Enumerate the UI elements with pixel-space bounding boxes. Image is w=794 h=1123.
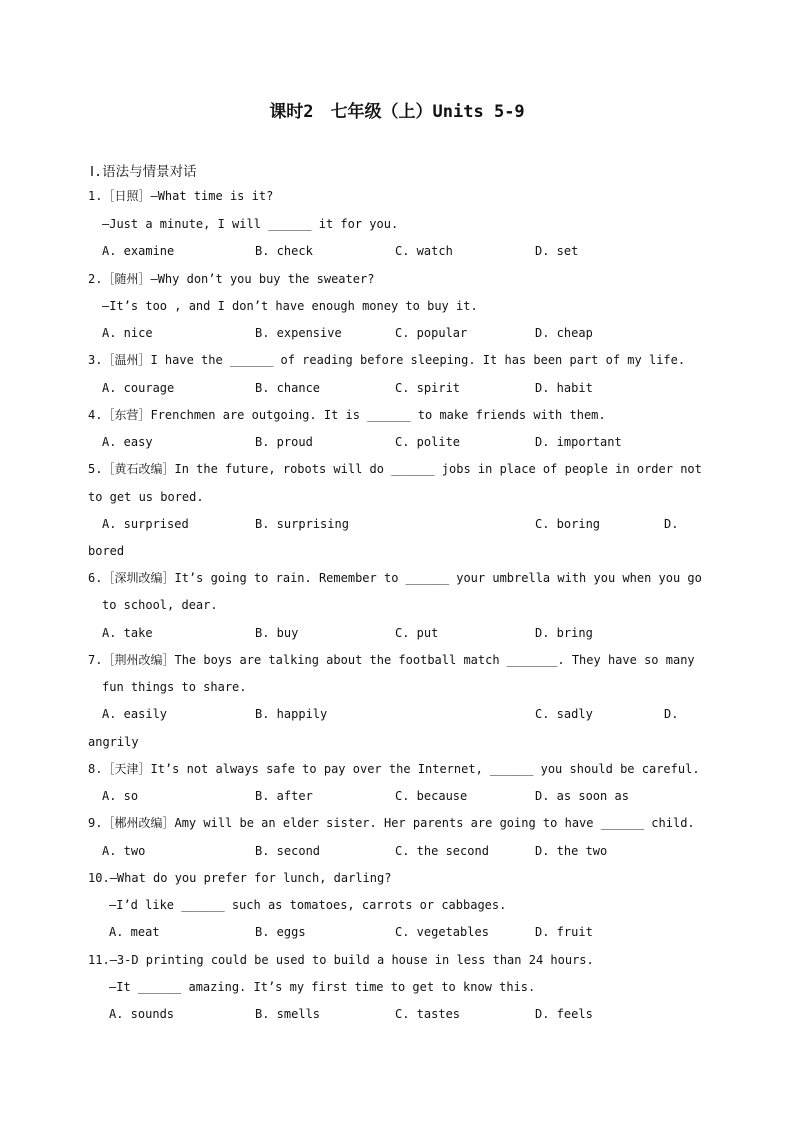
- q2-option-b: B. expensive: [255, 326, 342, 340]
- q11-option-c: C. tastes: [395, 1007, 461, 1021]
- question-1: 1.［日照］—What time is it?: [88, 189, 274, 203]
- q9-option-d: D. the two: [535, 844, 608, 858]
- q6-option-a: A. take: [102, 626, 153, 640]
- question-6-line-2: to school, dear.: [102, 598, 218, 612]
- section-heading: Ⅰ.语法与情景对话: [90, 164, 197, 180]
- q10-option-a: A. meat: [109, 925, 160, 939]
- q7-option-d-text: angrily: [88, 735, 139, 749]
- q8-option-c: C. because: [395, 789, 468, 803]
- q7-option-c: C. sadly: [535, 707, 593, 721]
- question-2-line-2: —It’s too , and I don’t have enough money to buy it.: [102, 299, 478, 313]
- q6-option-d: D. bring: [535, 626, 593, 640]
- question-2: 2.［随州］—Why don’t you buy the sweater?: [88, 272, 375, 286]
- q4-option-c: C. polite: [395, 435, 461, 449]
- question-3: 3.［温州］I have the ______ of reading before sleeping. It has been part of my life.: [88, 353, 686, 367]
- q4-option-d: D. important: [535, 435, 622, 449]
- q5-option-d: D.: [664, 517, 679, 531]
- q3-option-b: B. chance: [255, 381, 321, 395]
- q4-option-a: A. easy: [102, 435, 153, 449]
- page-title: 课时2 七年级（上）Units 5-9: [269, 102, 525, 122]
- question-1-line-2: —Just a minute, I will ______ it for you.: [102, 217, 399, 231]
- q11-option-d: D. feels: [535, 1007, 593, 1021]
- q2-option-d: D. cheap: [535, 326, 593, 340]
- q5-option-c: C. boring: [535, 517, 601, 531]
- q9-option-b: B. second: [255, 844, 321, 858]
- q1-option-b: B. check: [255, 244, 313, 258]
- q3-option-a: A. courage: [102, 381, 175, 395]
- q10-option-d: D. fruit: [535, 925, 593, 939]
- q1-option-a: A. examine: [102, 244, 175, 258]
- q7-option-b: B. happily: [255, 707, 328, 721]
- q4-option-b: B. proud: [255, 435, 313, 449]
- question-11: 11.—3-D printing could be used to build a house in less than 24 hours.: [88, 953, 594, 967]
- q1-option-c: C. watch: [395, 244, 453, 258]
- q3-option-c: C. spirit: [395, 381, 461, 395]
- q10-option-c: C. vegetables: [395, 925, 489, 939]
- q9-option-a: A. two: [102, 844, 146, 858]
- q8-option-b: B. after: [255, 789, 313, 803]
- q11-option-b: B. smells: [255, 1007, 321, 1021]
- q6-option-b: B. buy: [255, 626, 299, 640]
- q10-option-b: B. eggs: [255, 925, 306, 939]
- q1-option-d: D. set: [535, 244, 579, 258]
- question-5: 5.［黄石改编］In the future, robots will do ______ jobs in place of people in order not: [88, 462, 702, 476]
- q6-option-c: C. put: [395, 626, 439, 640]
- q7-option-a: A. easily: [102, 707, 168, 721]
- q5-option-d-text: bored: [88, 544, 125, 558]
- question-9: 9.［郴州改编］Amy will be an elder sister. Her parents are going to have ______ child.: [88, 816, 695, 830]
- q9-option-c: C. the second: [395, 844, 489, 858]
- q8-option-a: A. so: [102, 789, 139, 803]
- question-10-line-2: —I’d like ______ such as tomatoes, carrots or cabbages.: [109, 898, 507, 912]
- q5-option-a: A. surprised: [102, 517, 189, 531]
- question-10: 10.—What do you prefer for lunch, darling?: [88, 871, 392, 885]
- question-11-line-2: —It ______ amazing. It’s my first time to get to know this.: [109, 980, 536, 994]
- q2-option-a: A. nice: [102, 326, 153, 340]
- question-5-line-2: to get us bored.: [88, 490, 204, 504]
- q8-option-d: D. as soon as: [535, 789, 629, 803]
- question-4: 4.［东营］Frenchmen are outgoing. It is ______ to make friends with them.: [88, 408, 606, 422]
- question-6: 6.［深圳改编］It’s going to rain. Remember to ______ your umbrella with you when you go: [88, 571, 702, 585]
- question-7-line-2: fun things to share.: [102, 680, 247, 694]
- question-7: 7.［荆州改编］The boys are talking about the football match _______. They have so many: [88, 653, 695, 667]
- q3-option-d: D. habit: [535, 381, 593, 395]
- q2-option-c: C. popular: [395, 326, 468, 340]
- question-8: 8.［天津］It’s not always safe to pay over the Internet, ______ you should be careful.: [88, 762, 700, 776]
- q11-option-a: A. sounds: [109, 1007, 175, 1021]
- q5-option-b: B. surprising: [255, 517, 349, 531]
- q7-option-d: D.: [664, 707, 679, 721]
